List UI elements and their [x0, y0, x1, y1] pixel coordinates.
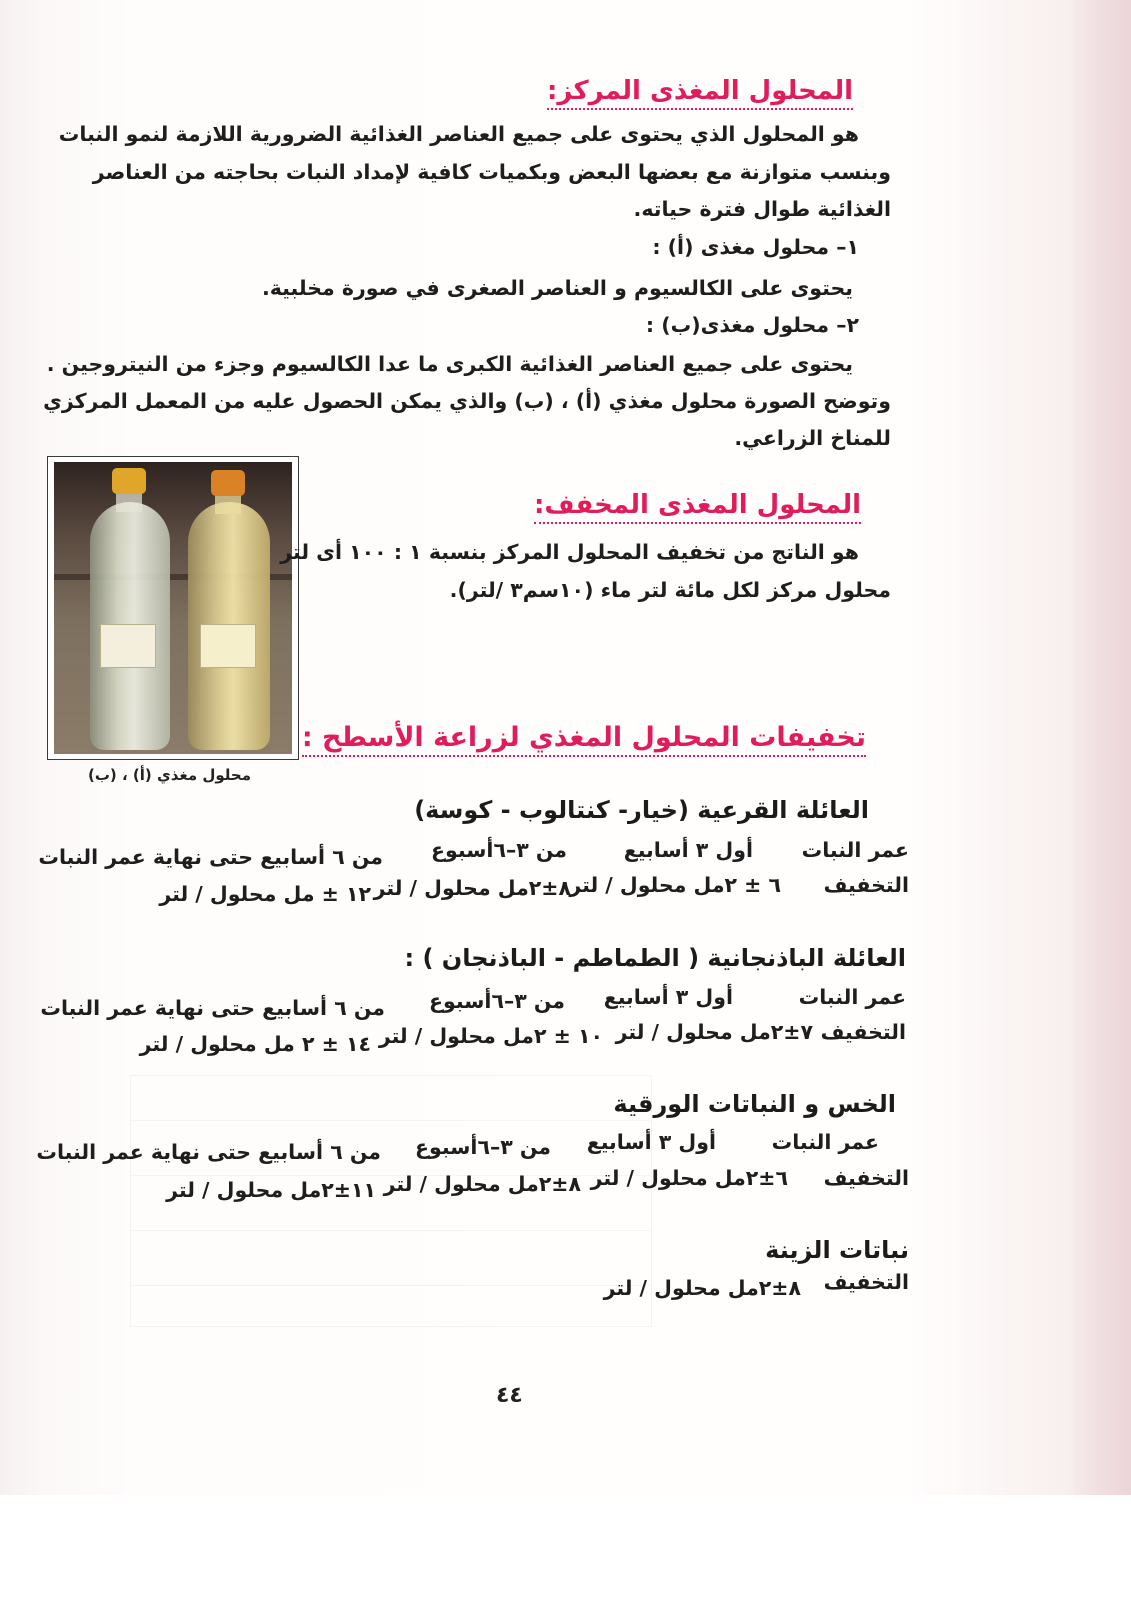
photo-caption: محلول مغذي (أ) ، (ب)	[88, 766, 252, 784]
scan-margin	[0, 1495, 1131, 1600]
photo-image	[54, 462, 292, 754]
paragraph-line: وبنسب متوازنة مع بعضها البعض وبكميات كافية لإمداد النبات بحاجته من العناصر	[92, 160, 891, 184]
bleed-through-line	[130, 1120, 650, 1121]
paragraph-line: الغذائية طوال فترة حياته.	[633, 197, 891, 221]
nutrient-bottles-photo	[47, 456, 299, 760]
dilution-label: التخفيف	[820, 1020, 906, 1044]
page-edge	[1073, 0, 1131, 1600]
age-label: عمر النبات	[801, 838, 909, 862]
heading-cucurbit-family: العائلة القرعية (خيار- كنتالوب - كوسة)	[414, 796, 869, 824]
page-number: ٤٤	[496, 1383, 523, 1408]
dilution-stage-1: ٦ ± ٢مل محلول / لتر	[569, 873, 781, 897]
bottle-cap	[211, 470, 245, 496]
dilution-label: التخفيف	[823, 873, 909, 897]
age-stage-2: من ٣–٦أسبوع	[431, 838, 567, 862]
age-label: عمر النبات	[798, 985, 906, 1009]
paragraph-line: هو الناتج من تخفيف المحلول المركز بنسبة ١ : ١٠٠ أى لتر	[280, 540, 859, 564]
heading-solanaceae-family: العائلة الباذنجانية ( الطماطم - الباذنجان ) :	[404, 944, 906, 972]
age-stage-1: أول ٣ أسابيع	[586, 1130, 716, 1154]
paragraph-line: هو المحلول الذي يحتوى على جميع العناصر الغذائية الضرورية اللازمة لنمو النبات	[58, 122, 859, 146]
dilution-stage-3: ١٤ ± ٢ مل محلول / لتر	[139, 1032, 371, 1056]
paragraph-line: وتوضح الصورة محلول مغذي (أ) ، (ب) والذي يمكن الحصول عليه من المعمل المركزي	[43, 389, 891, 413]
list-item-label: ٢– محلول مغذى(ب) :	[645, 313, 859, 337]
dilution-stage-1: ٦±٢مل محلول / لتر	[590, 1166, 788, 1190]
age-stage-2: من ٣–٦أسبوع	[415, 1135, 551, 1159]
paragraph-line: يحتوى على الكالسيوم و العناصر الصغرى في صورة مخلبية.	[261, 276, 853, 300]
bottle-label	[100, 624, 156, 668]
dilution-stage-2: ٨±٢مل محلول / لتر	[373, 876, 571, 900]
list-item-label: ١– محلول مغذى (أ) :	[652, 235, 859, 259]
bottle-label	[200, 624, 256, 668]
age-label: عمر النبات	[771, 1130, 879, 1154]
dilution-stage-3: ١١±٢مل محلول / لتر	[166, 1178, 376, 1202]
heading-diluted-solution: المحلول المغذى المخفف:	[534, 490, 861, 524]
heading-leafy-plants: الخس و النباتات الورقية	[613, 1090, 896, 1118]
heading-ornamental-plants: نباتات الزينة	[765, 1236, 909, 1264]
heading-rooftop-dilutions: تخفيفات المحلول المغذي لزراعة الأسطح :	[302, 722, 866, 757]
dilution-stage-2: ٨±٢مل محلول / لتر	[383, 1172, 581, 1196]
age-stage-3: من ٦ أسابيع حتى نهاية عمر النبات	[40, 996, 385, 1020]
dilution-stage-1: ٧±٢مل محلول / لتر	[615, 1020, 813, 1044]
dilution-label: التخفيف	[823, 1270, 909, 1294]
bleed-through-line	[130, 1230, 650, 1231]
age-stage-1: أول ٣ أسابيع	[623, 838, 753, 862]
heading-concentrated-solution: المحلول المغذى المركز:	[547, 76, 853, 110]
age-stage-2: من ٣–٦أسبوع	[429, 989, 565, 1013]
dilution-stage-2: ١٠ ± ٢مل محلول / لتر	[378, 1024, 603, 1048]
age-stage-3: من ٦ أسابيع حتى نهاية عمر النبات	[38, 845, 383, 869]
bleed-through-line	[130, 1285, 650, 1286]
paragraph-line: محلول مركز لكل مائة لتر ماء (١٠سم٣ /لتر).	[449, 578, 891, 602]
age-stage-1: أول ٣ أسابيع	[603, 985, 733, 1009]
dilution-stage-3: ١٢ ± مل محلول / لتر	[159, 882, 371, 906]
paragraph-line: يحتوى على جميع العناصر الغذائية الكبرى ما عدا الكالسيوم وجزء من النيتروجين .	[46, 352, 853, 376]
dilution-stage-1: ٨±٢مل محلول / لتر	[603, 1276, 801, 1300]
dilution-label: التخفيف	[823, 1166, 909, 1190]
paragraph-line: للمناخ الزراعي.	[734, 426, 891, 450]
bottle-cap	[112, 468, 146, 494]
age-stage-3: من ٦ أسابيع حتى نهاية عمر النبات	[36, 1140, 381, 1164]
